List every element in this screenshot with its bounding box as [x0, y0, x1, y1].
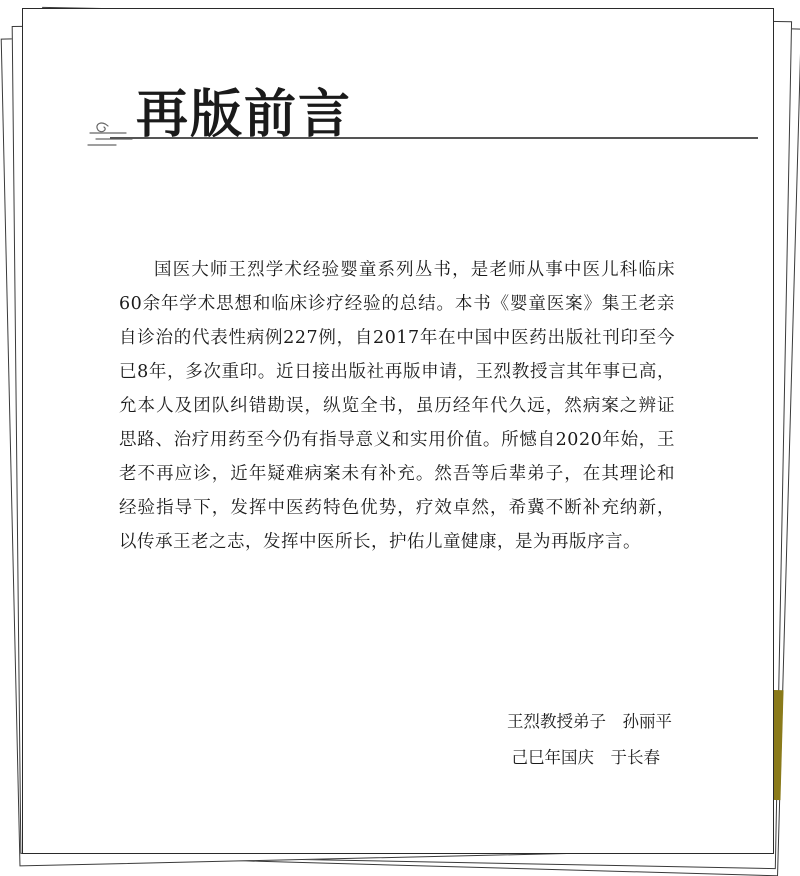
title-rule — [110, 137, 758, 139]
page-title: 再版前言 — [136, 84, 353, 145]
preface-body: 国医大师王烈学术经验婴童系列丛书，是老师从事中医儿科临床60余年学术思想和临床诊疗经验的总结。本书《婴童医案》集王老亲自诊治的代表性病例227例，自2017年在中国中医药出版社刊印至今已8年，多次重印。近日接出版社再版申请，王烈教授言其年事已高，允本人及团队纠错勘误，纵览全书，虽历经年代久远，然病案之辨证思路、治疗用药至今仍有指导意义和实用价值。所憾自2020年始，王老不再应诊，近年疑难病案未有补充。然吾等后辈弟子，在其理论和经验指导下，发挥中医药特色优势，疗效卓然，希冀不断补充纳新，以传承王老之志，发挥中医所长，护佑儿童健康，是为再版序言。 — [119, 260, 675, 552]
signature-line-1: 王烈教授弟子 孙丽平 — [507, 712, 672, 731]
signature-line-2: 己巳年国庆 于长春 — [511, 748, 660, 767]
